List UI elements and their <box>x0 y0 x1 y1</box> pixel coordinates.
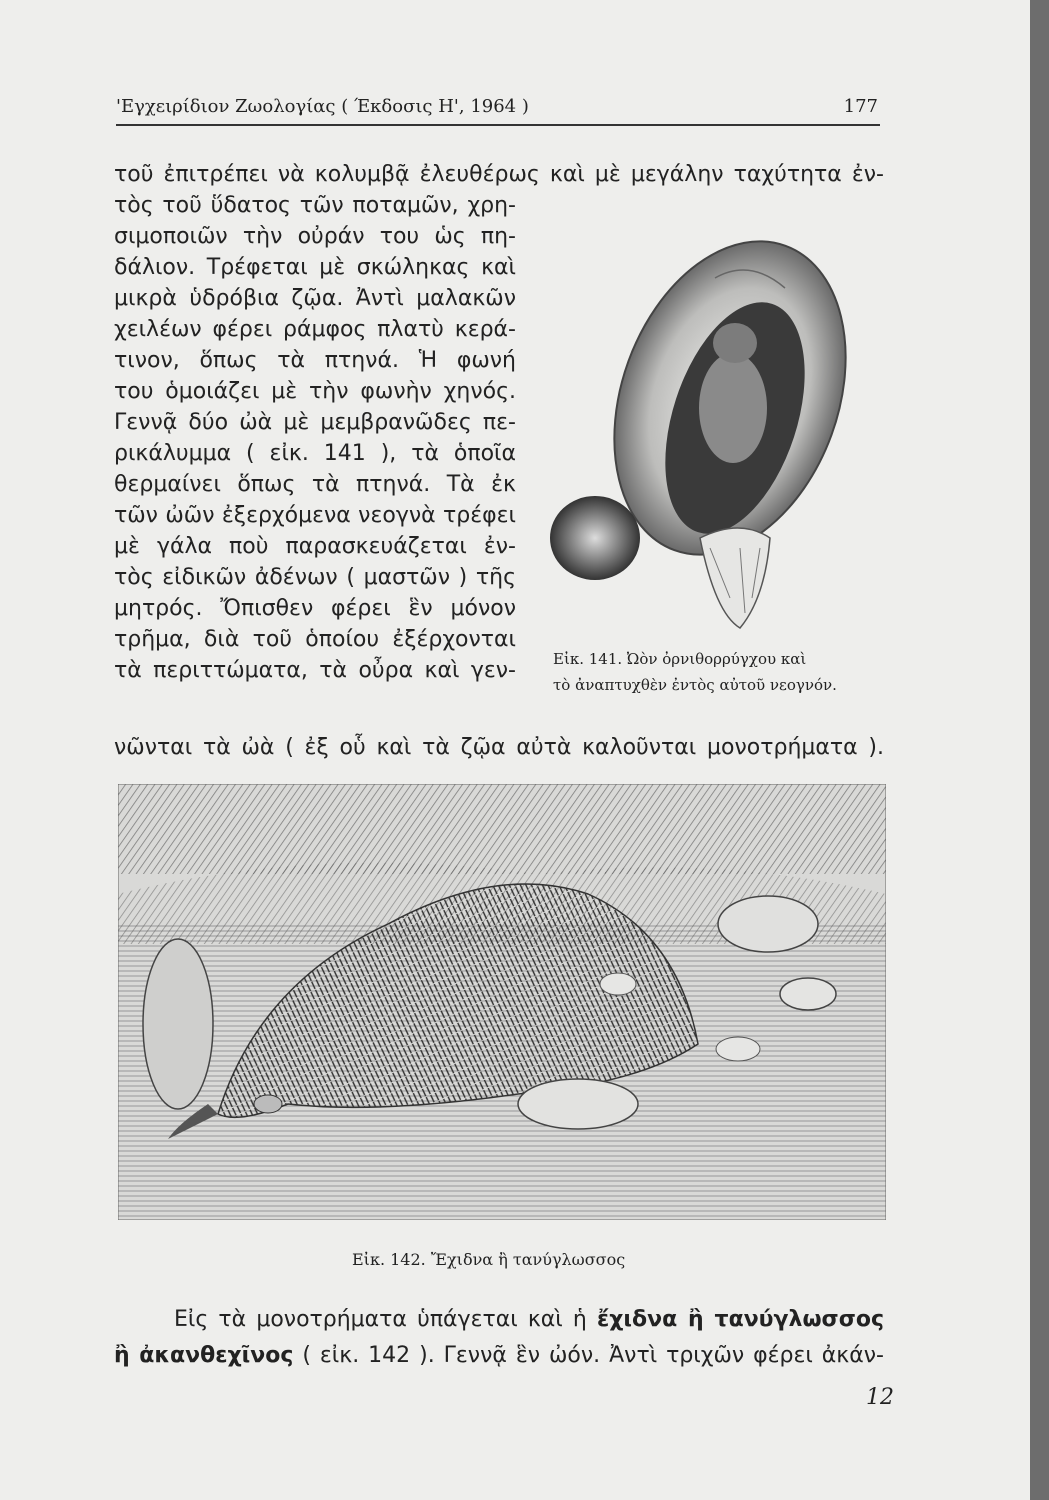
text-line: μικρὰ ὑδρόβια ζῷα. Ἀντὶ μαλακῶν <box>114 286 516 311</box>
term-akanthechinos: ἢ ἀκανθεχῖνος <box>114 1343 294 1368</box>
text-run: Εἰς τὰ μονοτρήματα ὑπάγεται καὶ ἡ <box>174 1307 597 1332</box>
figure-142-caption: Εἰκ. 142. Ἔχιδνα ἢ τανύγλωσσος <box>352 1250 626 1269</box>
text-line: τὸς εἰδικῶν ἀδένων ( μαστῶν ) τῆς <box>114 565 516 590</box>
text-run: ( εἰκ. 142 ). Γεννᾷ ἓν ὠόν. Ἀντὶ τριχῶν φέρει ἀκάν- <box>293 1343 884 1368</box>
text-line: μὲ γάλα ποὺ παρασκευάζεται ἐν- <box>114 534 516 559</box>
header-page-number: 177 <box>843 95 878 117</box>
text-line: τῶν ὠῶν ἐξερχόμενα νεογνὰ τρέφει <box>114 503 516 528</box>
text-line: Γεννᾷ δύο ὠὰ μὲ μεμβρανῶδες πε- <box>114 410 516 435</box>
text-line: τρῆμα, διὰ τοῦ ὁποίου ἐξέρχονται <box>114 627 516 652</box>
header-rule <box>116 124 880 126</box>
text-line: του ὁμοιάζει μὲ τὴν φωνὴν χηνός. <box>114 379 516 404</box>
text-line: σιμοποιῶν τὴν οὐράν του ὡς πη- <box>114 224 516 249</box>
text-line: νῶνται τὰ ὠὰ ( ἐξ οὗ καὶ τὰ ζῷα αὐτὰ καλοῦνται μονοτρήματα ). <box>114 735 884 760</box>
term-echidna: ἔχιδνα ἢ τανύγλωσσος <box>597 1307 884 1332</box>
text-line: τοῦ ἐπιτρέπει νὰ κολυμβᾷ ἐλευθέρως καὶ μὲ μεγάλην ταχύτητα ἐν- <box>114 162 884 187</box>
text-line: ρικάλυμμα ( εἰκ. 141 ), τὰ ὁποῖα <box>114 441 516 466</box>
figure-142-echidna-illustration <box>118 784 886 1220</box>
text-line: τινον, ὅπως τὰ πτηνά. Ἡ φωνή <box>114 348 516 373</box>
text-line-2a <box>114 1305 884 1335</box>
signature-mark: 12 <box>866 1385 894 1410</box>
figure-141-egg-illustration <box>540 218 870 638</box>
header-title: 'Εγχειρίδιον Ζωολογίας ( Έκδοσις Η', 1964 ) <box>116 95 529 117</box>
text-line: τὰ περιττώματα, τὰ οὖρα καὶ γεν- <box>114 658 516 683</box>
running-header <box>116 92 878 120</box>
text-line: τὸς τοῦ ὕδατος τῶν ποταμῶν, χρη- <box>114 193 516 218</box>
page-edge-shadow <box>1030 0 1049 1500</box>
figure-141-caption-line2: τὸ ἀναπτυχθὲν ἐντὸς αὐτοῦ νεογνόν. <box>553 676 837 694</box>
figure-141-caption-line1: Εἰκ. 141. Ὠὸν ὀρνιθορρύγχου καὶ <box>553 650 807 668</box>
text-line: μητρός. Ὄπισθεν φέρει ἓν μόνον <box>114 596 516 621</box>
text-line: χειλέων φέρει ράμφος πλατὺ κερά- <box>114 317 516 342</box>
text-line: δάλιον. Τρέφεται μὲ σκώληκας καὶ <box>114 255 516 280</box>
text-line: θερμαίνει ὅπως τὰ πτηνά. Τὰ ἐκ <box>114 472 516 497</box>
text-line-2b <box>114 1341 884 1371</box>
